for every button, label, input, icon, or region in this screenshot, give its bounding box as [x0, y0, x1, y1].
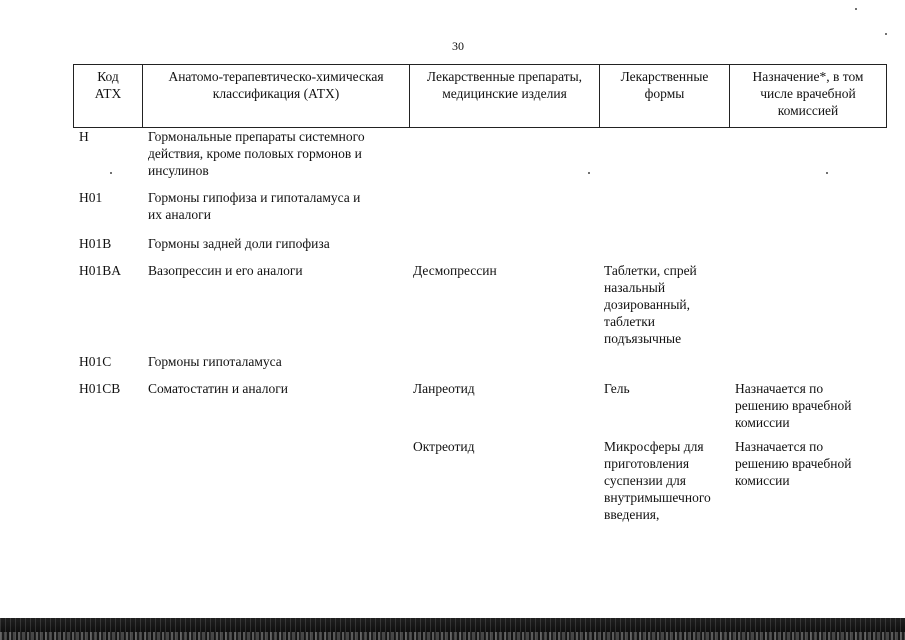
scan-speck [885, 33, 887, 35]
dosage-forms-line: приготовления [604, 456, 690, 471]
atc-code [79, 380, 141, 397]
scan-speck [588, 172, 590, 174]
drug-name-line: Десмопрессин [413, 263, 497, 278]
atc-classification [148, 262, 403, 279]
header-code: Код АТХ [94, 69, 122, 101]
atc-code [79, 262, 141, 279]
table-header [73, 64, 887, 128]
purpose-note-line: комиссии [735, 415, 790, 430]
atc-code-line: H01BA [79, 263, 122, 278]
purpose-note [735, 380, 895, 431]
dosage-forms-line: суспензии для [604, 473, 686, 488]
dosage-forms-line: внутримышечного [604, 490, 711, 505]
atc-code [79, 128, 141, 145]
atc-classification-line: их аналоги [148, 207, 211, 222]
drug-name [413, 438, 593, 455]
atc-classification-line: Гормоны задней доли гипофиза [148, 236, 330, 251]
atc-code-line: H01B [79, 236, 112, 251]
atc-code-line: H01 [79, 190, 103, 205]
atc-classification-line: инсулинов [148, 163, 209, 178]
dosage-forms-line: назальный [604, 280, 666, 295]
atc-code-line: H [79, 129, 89, 144]
purpose-note-line: Назначается по [735, 439, 824, 454]
purpose-note-line: Назначается по [735, 381, 824, 396]
atc-code-line: H01CB [79, 381, 121, 396]
atc-classification-line: Гормоны гипоталамуса [148, 354, 282, 369]
drug-name [413, 262, 593, 279]
atc-classification [148, 189, 403, 223]
page-number: 30 [452, 39, 464, 53]
atc-classification-line: Соматостатин и аналоги [148, 381, 288, 396]
drug-name [413, 380, 593, 397]
dosage-forms-line: Таблетки, спрей [604, 263, 697, 278]
purpose-note-line: решению врачебной [735, 398, 852, 413]
dosage-forms [604, 262, 732, 347]
header-purpose: Назначение*, в том числе врачебной комиссией [752, 69, 864, 118]
atc-classification-line: Гормональные препараты системного [148, 129, 365, 144]
dosage-forms [604, 380, 732, 397]
dosage-forms-line: введения, [604, 507, 660, 522]
header-classification: Анатомо-терапевтическо-химическая классификация (АТХ) [168, 69, 384, 101]
atc-code [79, 235, 141, 252]
dosage-forms-line: подъязычные [604, 331, 682, 346]
header-forms: Лекарственные формы [620, 69, 709, 101]
atc-classification-line: Гормоны гипофиза и гипоталамуса и [148, 190, 361, 205]
scan-speck [855, 8, 857, 10]
purpose-note [735, 438, 895, 489]
scan-speck [826, 172, 828, 174]
dosage-forms-line: таблетки [604, 314, 656, 329]
scan-speck [110, 172, 112, 174]
atc-classification [148, 128, 403, 179]
atc-classification [148, 235, 403, 252]
atc-code [79, 353, 141, 370]
atc-classification [148, 353, 403, 370]
atc-code-line: H01C [79, 354, 112, 369]
scan-edge-bar [0, 618, 905, 640]
atc-classification-line: действия, кроме половых гормонов и [148, 146, 362, 161]
purpose-note-line: решению врачебной [735, 456, 852, 471]
atc-classification-line: Вазопрессин и его аналоги [148, 263, 303, 278]
drug-name-line: Октреотид [413, 439, 475, 454]
dosage-forms [604, 438, 732, 523]
dosage-forms-line: дозированный, [604, 297, 690, 312]
dosage-forms-line: Микросферы для [604, 439, 704, 454]
atc-classification [148, 380, 403, 397]
atc-code [79, 189, 141, 206]
dosage-forms-line: Гель [604, 381, 630, 396]
header-drugs: Лекарственные препараты, медицинские изделия [426, 69, 583, 101]
purpose-note-line: комиссии [735, 473, 790, 488]
drug-name-line: Ланреотид [413, 381, 475, 396]
